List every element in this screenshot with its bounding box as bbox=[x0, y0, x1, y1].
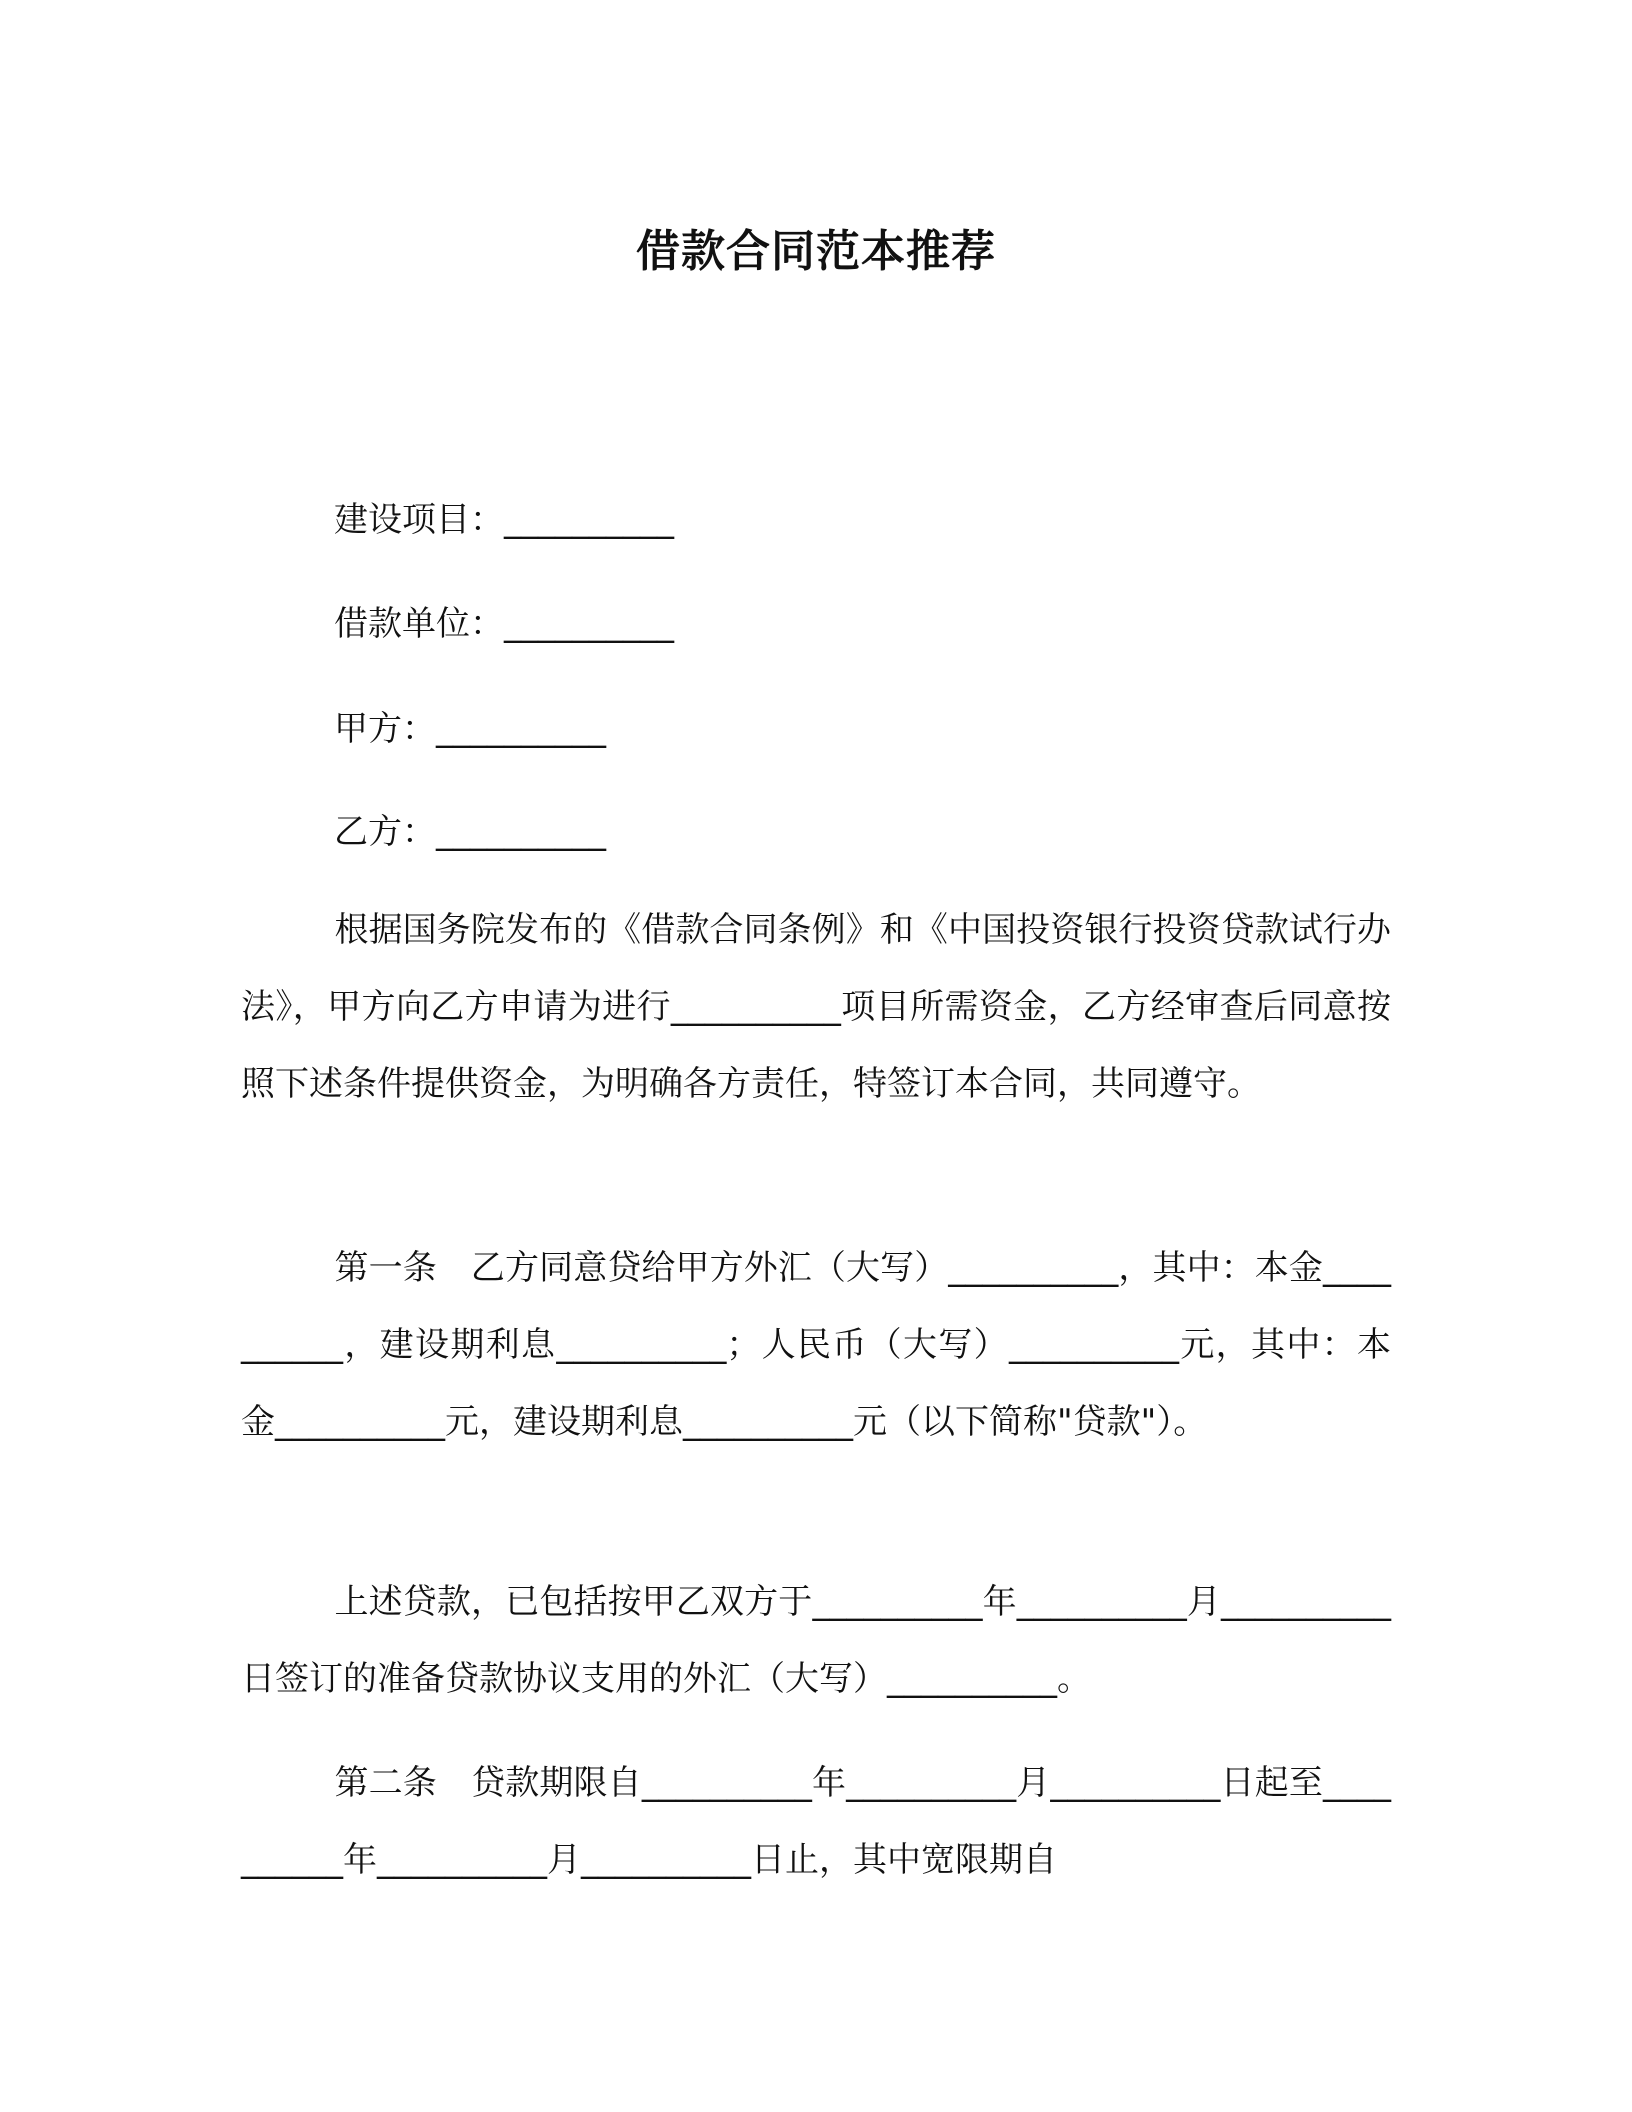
field-construction-project: 建设项目：__________ bbox=[334, 500, 674, 540]
field-borrowing-unit: 借款单位：__________ bbox=[334, 604, 674, 644]
paragraph-article-1: 第一条 乙方同意贷给甲方外汇（大写）__________，其中：本金__________，建设期利息__________；人民币（大写）__________元，其中：本金__________元，建设期利息__________元（以下简称"贷款"）。 bbox=[241, 1248, 1391, 1442]
paragraph-preamble: 根据国务院发布的《借款合同条例》和《中国投资银行投资贷款试行办法》，甲方向乙方申请为进行__________项目所需资金，乙方经审查后同意按照下述条件提供资金，为明确各方责任，特签订本合同，共同遵守。 bbox=[241, 910, 1391, 1104]
document-title: 借款合同范本推荐 bbox=[636, 226, 996, 277]
field-party-b: 乙方：__________ bbox=[334, 812, 606, 852]
paragraph-article-2: 第二条 贷款期限自__________年__________月__________日起至__________年__________月__________日止，其中宽限期自 bbox=[241, 1763, 1391, 1880]
paragraph-loan-note: 上述贷款，已包括按甲乙双方于__________年__________月__________日签订的准备贷款协议支用的外汇（大写）__________。 bbox=[241, 1582, 1391, 1699]
field-party-a: 甲方：__________ bbox=[334, 709, 606, 749]
